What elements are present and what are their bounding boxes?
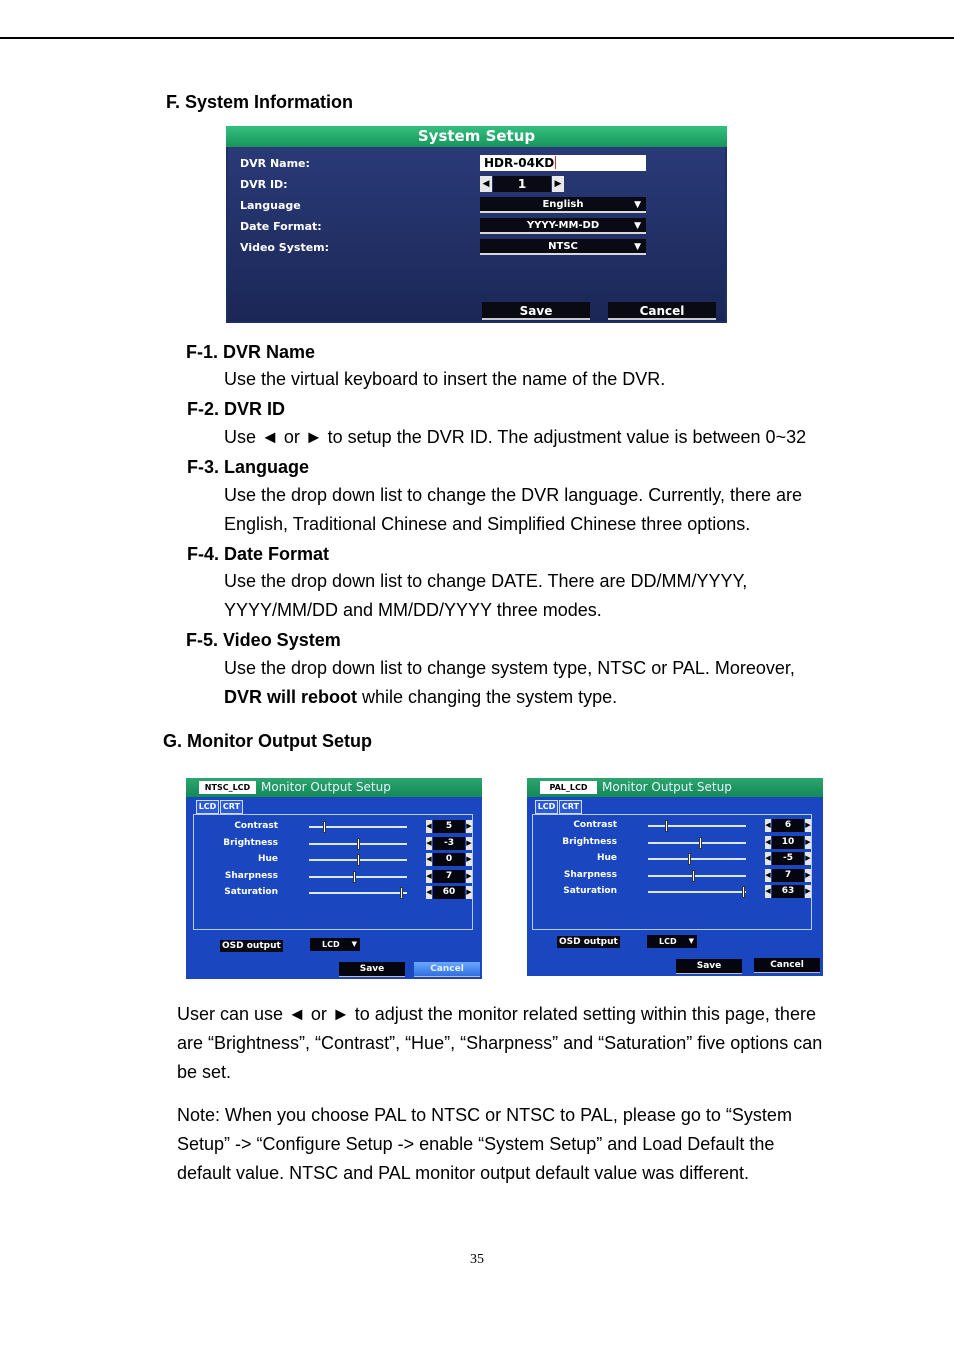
monitor-title: Monitor Output Setup [261,780,391,794]
osd-output-select[interactable] [310,938,360,951]
f2-text: Use ◄ or ► to setup the DVR ID. The adjustment value is between 0~32 [224,427,807,447]
f3-text-2: English, Traditional Chinese and Simplified Chinese three options. [224,514,751,534]
arrow-right-icon[interactable]: ▶ [466,853,472,866]
dvr-id-value: 1 [493,176,551,192]
arrow-left-icon[interactable]: ◀ [426,837,432,850]
mode-badge: PAL_LCD [540,781,597,794]
slider-thumb[interactable] [692,870,695,882]
f5-text-2-rest: while changing the system type. [357,687,618,707]
setting-label: Brightness [562,836,617,847]
mode-badge: NTSC_LCD [199,781,256,794]
dvr-id-label: DVR ID: [240,178,288,191]
osd-output-label: OSD output [222,941,281,951]
setting-slider[interactable] [309,876,407,878]
g-para1-line2: are “Brightness”, “Contrast”, “Hue”, “Sharpness” and “Saturation” five options can [177,1033,823,1053]
setting-value: 10 [772,836,804,849]
setting-stepper [426,886,472,899]
arrow-right-icon[interactable]: ▶ [466,870,472,883]
cancel-button[interactable]: Cancel [754,958,820,973]
setting-value: 6 [772,819,804,832]
tab-crt[interactable]: CRT [559,800,582,814]
f5-text-2 [224,683,617,712]
arrow-right-icon[interactable]: ▶ [805,852,811,865]
g-para2-line1: Note: When you choose PAL to NTSC or NTSC to PAL, please go to “System [177,1105,792,1125]
setting-label: Contrast [234,821,278,831]
slider-thumb[interactable] [400,887,403,899]
arrow-right-icon[interactable]: ▶ [466,837,472,850]
f1-title: F-1. DVR Name [186,342,316,362]
setting-label: Brightness [223,837,278,848]
g-para2-line2: Setup” -> “Configure Setup -> enable “System Setup” and Load Default the [177,1134,775,1154]
setting-label: Sharpness [224,870,278,881]
setting-label: Hue [257,854,278,864]
dvr-name-label: DVR Name: [240,157,310,170]
setting-slider[interactable] [648,842,746,844]
setting-slider[interactable] [309,826,407,828]
setting-stepper [426,820,472,833]
setting-slider[interactable] [309,892,407,894]
save-button[interactable]: Save [482,302,590,320]
text-caret [555,156,556,169]
video-system-select[interactable] [480,239,646,255]
setting-label: Saturation [224,887,278,897]
f1-text: Use the virtual keyboard to insert the name of the DVR. [224,369,666,389]
section-g-title: G. Monitor Output Setup [163,731,372,751]
slider-thumb[interactable] [353,871,356,883]
cancel-button[interactable]: Cancel [414,962,480,977]
setting-label: Contrast [573,820,617,830]
setting-stepper [426,853,472,866]
cancel-button[interactable]: Cancel [608,302,716,320]
arrow-left-icon[interactable]: ◀ [480,176,492,192]
osd-output-select[interactable] [647,935,697,948]
slider-thumb[interactable] [323,821,326,833]
video-system-label: Video System: [240,241,330,254]
setting-value: 0 [433,853,465,866]
setting-label: Sharpness [563,869,617,880]
f4-text-2: YYYY/MM/DD and MM/DD/YYYY three modes. [224,600,602,620]
language-label: Language [240,199,301,212]
setting-label: Saturation [563,886,617,896]
setting-stepper [765,885,811,898]
g-para1-line1: User can use ◄ or ► to adjust the monitor related setting within this page, there [177,1004,816,1024]
arrow-left-icon[interactable]: ◀ [426,886,432,899]
slider-thumb[interactable] [699,837,702,849]
arrow-left-icon[interactable]: ◀ [426,853,432,866]
setting-label: Hue [596,853,617,863]
setting-value: 60 [433,886,465,899]
osd-output-label: OSD output [559,937,618,947]
setting-slider[interactable] [648,825,746,827]
setting-slider[interactable] [309,843,407,845]
page-number: 35 [470,1252,484,1267]
f4-text-1: Use the drop down list to change DATE. There are DD/MM/YYYY, [224,571,748,591]
monitor-output-pal-screenshot [527,778,823,976]
arrow-left-icon[interactable]: ◀ [765,819,771,832]
arrow-right-icon[interactable]: ▶ [466,820,472,833]
language-select[interactable] [480,197,646,213]
date-format-select[interactable] [480,218,646,234]
arrow-right-icon[interactable]: ▶ [805,836,811,849]
system-setup-body [228,147,725,321]
f3-title: F-3. Language [187,457,310,477]
save-button[interactable]: Save [676,959,742,974]
arrow-right-icon[interactable]: ▶ [805,885,811,898]
slider-thumb[interactable] [357,854,360,866]
setting-stepper [765,852,811,865]
setting-slider[interactable] [648,858,746,860]
dvr-id-stepper [480,176,564,192]
chevron-down-icon: ▼ [634,221,641,231]
slider-thumb[interactable] [665,820,668,832]
setting-value: -5 [772,852,804,865]
setting-value: 7 [433,870,465,883]
setting-value: 5 [433,820,465,833]
video-system-value: NTSC [548,241,578,252]
save-button[interactable]: Save [339,962,405,977]
f2-title: F-2. DVR ID [187,399,286,419]
arrow-left-icon[interactable]: ◀ [426,870,432,883]
arrow-left-icon[interactable]: ◀ [765,836,771,849]
slider-thumb[interactable] [357,838,360,850]
f5-title: F-5. Video System [186,630,341,650]
tab-lcd[interactable]: LCD [196,800,219,814]
chevron-down-icon: ▼ [351,940,357,948]
slider-thumb[interactable] [688,853,691,865]
setting-slider[interactable] [648,875,746,877]
tab-lcd[interactable]: LCD [535,800,558,814]
chevron-down-icon: ▼ [688,937,694,945]
setting-stepper [765,869,811,882]
arrow-right-icon[interactable]: ▶ [466,886,472,899]
setting-stepper [426,837,472,850]
monitor-title: Monitor Output Setup [602,780,732,794]
dvr-name-value: HDR-04KD [484,156,555,170]
arrow-right-icon[interactable]: ▶ [805,869,811,882]
setting-value: -3 [433,837,465,850]
arrow-left-icon[interactable]: ◀ [765,852,771,865]
system-setup-title: System Setup [226,126,727,147]
section-f-title: F. System Information [166,92,354,112]
setting-stepper [765,836,811,849]
arrow-right-icon[interactable]: ▶ [552,176,564,192]
setting-value: 63 [772,885,804,898]
reboot-warning: DVR will reboot [224,687,358,707]
tab-crt[interactable]: CRT [220,800,243,814]
date-format-value: YYYY-MM-DD [526,220,600,231]
f4-title: F-4. Date Format [187,544,330,564]
header-rule [0,37,954,39]
setting-slider[interactable] [309,859,407,861]
osd-output-value: LCD [659,937,677,946]
g-para1-line3: be set. [177,1062,232,1082]
monitor-output-ntsc-screenshot [186,778,482,979]
date-format-label: Date Format: [240,220,322,233]
osd-output-value: LCD [322,940,340,949]
setting-value: 7 [772,869,804,882]
dvr-name-field[interactable] [480,155,646,171]
g-para2-line3: default value. NTSC and PAL monitor output default value was different. [177,1163,750,1183]
setting-stepper [426,870,472,883]
arrow-left-icon[interactable]: ◀ [765,869,771,882]
arrow-left-icon[interactable]: ◀ [765,885,771,898]
chevron-down-icon: ▼ [634,242,641,252]
arrow-left-icon[interactable]: ◀ [426,820,432,833]
chevron-down-icon: ▼ [634,200,641,210]
setting-slider[interactable] [648,891,746,893]
system-setup-screenshot [226,126,727,323]
language-value: English [542,199,584,210]
f5-text-1: Use the drop down list to change system type, NTSC or PAL. Moreover, [224,658,795,678]
f3-text-1: Use the drop down list to change the DVR language. Currently, there are [224,485,802,505]
slider-thumb[interactable] [742,886,745,898]
setting-stepper [765,819,811,832]
arrow-right-icon[interactable]: ▶ [805,819,811,832]
